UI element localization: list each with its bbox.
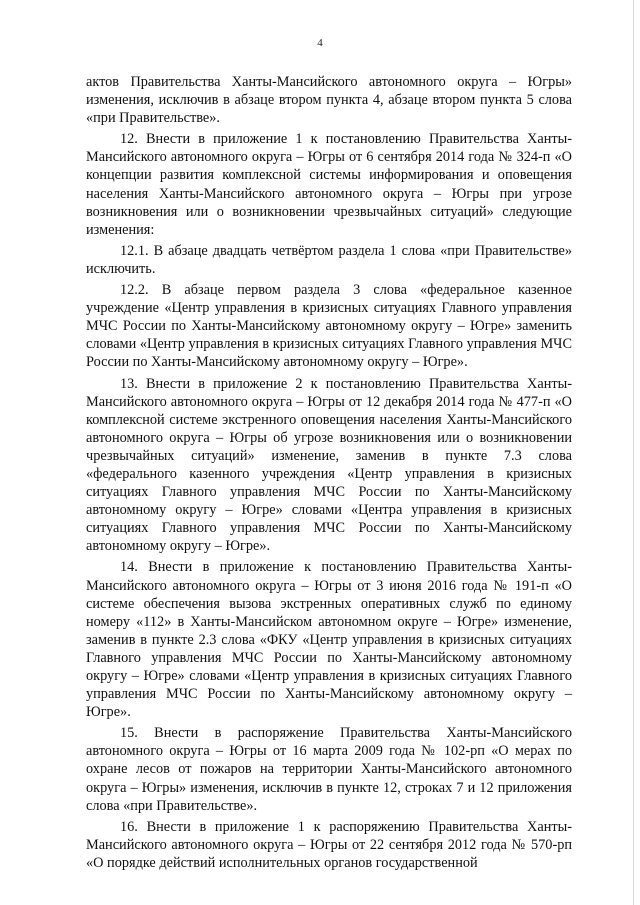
page-number: 4 [317,37,323,49]
paragraph-item-14: 14. Внести в приложение к постановлению Правительства Ханты-Мансийского автономного округа – Югры от 3 июня 2016 года № 191-п «О системе обеспечения вызова экстренных оперативных служб по единому номеру «112» в Ханты-Мансийском автономном округе – Югре» изменение, заменив в пункте 2.3 слова «ФКУ «Центр управления в кризисных ситуациях Главного управления МЧС России по Ханты-Мансийскому автономному округу – Югре» словами «Центр управления в кризисных ситуациях Главного управления МЧС России по Ханты-Мансийскому автономному округу – Югре». [86,559,572,721]
paragraph-item-16: 16. Внести в приложение 1 к распоряжению Правительства Ханты-Мансийского автономного округа – Югры от 22 сентября 2012 года № 570-рп «О порядке действий исполнительных органов государственной [86,818,572,871]
paragraph-continued: актов Правительства Ханты-Мансийского автономного округа – Югры» изменения, исключив в абзаце втором пункта 4, абзаце втором пункта 5 слова «при Правительстве». [86,74,572,127]
paragraph-item-15: 15. Внести в распоряжение Правительства Ханты-Мансийского автономного округа – Югры от 16 марта 2009 года № 102-рп «О мерах по охране лесов от пожаров на территории Ханты-Мансийского автономного округа – Югры» изменения, исключив в пункте 12, строках 7 и 12 приложения слова «при Правительстве». [86,725,572,814]
page-edge [633,0,634,905]
paragraph-item-13: 13. Внести в приложение 2 к постановлению Правительства Ханты-Мансийского автономного округа – Югры от 12 декабря 2014 года № 477-п «О комплексной системе экстренного оповещения населения Ханты-Мансийского автономного округа – Югры об угрозе возникновения или о возникновении чрезвычайных ситуаций» изменение, заменив в пункте 7.3 слова «федерального казенного учреждения «Центр управления в кризисных ситуациях Главного управления МЧС России по Ханты-Мансийскому автономному округу – Югре» словами «Центра управления в кризисных ситуациях Главного управления МЧС России по Ханты-Мансийскому автономному округу – Югре». [86,375,572,555]
document-body [86,73,572,875]
paragraph-item-12-2: 12.2. В абзаце первом раздела 3 слова «федеральное казенное учреждение «Центр управления в кризисных ситуациях Главного управления МЧС России по Ханты-Мансийскому автономному округу – Югре» заменить словами «Центр управления в кризисных ситуациях Главного управления МЧС России по Ханты-Мансийскому автономному округу – Югре». [86,282,572,371]
paragraph-item-12-1: 12.1. В абзаце двадцать четвёртом раздела 1 слова «при Правительстве» исключить. [86,242,572,277]
paragraph-item-12: 12. Внести в приложение 1 к постановлению Правительства Ханты-Мансийского автономного округа – Югры от 6 сентября 2014 года № 324-п «О концепции развития комплексной системы информирования и оповещения населения Ханты-Мансийского автономного округа – Югры при угрозе возникновения или о возникновении чрезвычайных ситуаций» следующие изменения: [86,131,572,238]
